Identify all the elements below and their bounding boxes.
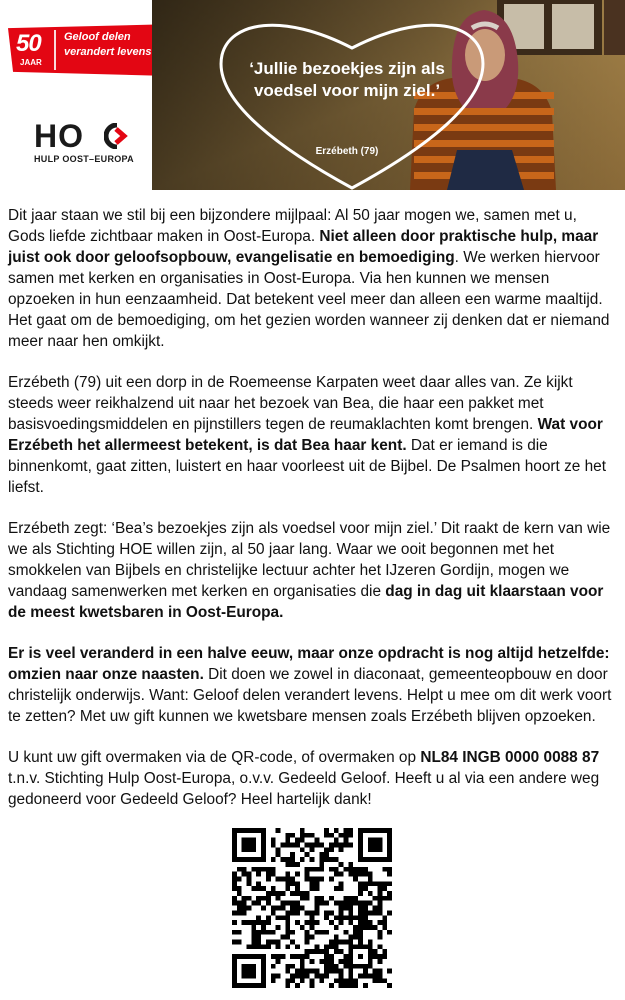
hoe-logo xyxy=(34,120,144,170)
logo-chevron-icon xyxy=(104,123,130,149)
header-banner xyxy=(0,0,625,190)
iban: NL84 INGB 0000 0088 87 xyxy=(420,749,600,766)
anniversary-unit: JAAR xyxy=(20,58,42,67)
anniversary-badge xyxy=(8,24,176,76)
qr-code-icon[interactable] xyxy=(232,828,392,988)
letter-body xyxy=(8,205,614,830)
paragraph-5-donation: U kunt uw gift overmaken via de QR-code, of overmaken op NL84 INGB 0000 0088 87 t.n.v. Stichting Hulp Oost-Europa, o.v.v. Gedeeld Geloof. Heeft u al via een andere weg gedoneerd voor Gedeeld Geloof? Heel hartelijk dank! xyxy=(8,749,600,808)
logo-wordmark: HO xyxy=(34,118,84,154)
anniversary-number: 50 xyxy=(16,30,41,57)
header-photo xyxy=(152,0,625,190)
anniversary-slogan: Geloof delen verandert levens xyxy=(64,31,152,58)
paragraph-1: Dit jaar staan we stil bij een bijzondere mijlpaal: Al 50 jaar mogen we, samen met u, Gods liefde zichtbaar maken in Oost-Europa. Niet alleen door praktische hulp, maar juist ook door geloofsopbouw, evangelisatie en bemoediging. We werken hiervoor samen met kerken en organisaties in Oost-Europa. Via hen kunnen we mensen opzoeken in hun eenzaamheid. Dat betekent veel meer dan alleen een warme maaltijd. Het gaat om de bemoediging, om het gezien worden wanneer zij denken dat er niemand meer naar hen omkijkt. xyxy=(8,207,610,350)
paragraph-4: Er is veel veranderd in een halve eeuw, maar onze opdracht is nog altijd hetzelfde: omzien naar onze naasten. Dit doen we zowel in diaconaat, gemeenteopbouw en door christelijk onderwijs. Want: Geloof delen verandert levens. Helpt u mee om dit werk voort te zetten? Met uw gift kunnen we kwetsbare mensen zoals Erzébeth blijven opzoeken. xyxy=(8,645,612,725)
quote-text: ‘Jullie bezoekjes zijn als voedsel voor mijn ziel.’ xyxy=(249,59,445,100)
anniversary-divider xyxy=(54,30,56,70)
logo-subtitle: HULP OOST–EUROPA xyxy=(34,154,134,164)
paragraph-3: Erzébeth zegt: ‘Bea’s bezoekjes zijn als voedsel voor mijn ziel.’ Dit raakt de kern van wie we als Stichting HOE willen zijn, al 50 jaar lang. Waar we ooit begonnen met het smokkelen van Bijbels en christelijke lectuur achter het IJzeren Gordijn, mogen we vandaag samenwerken met kerken en organisaties die dag in dag uit klaarstaan voor de meest kwetsbaren in Oost-Europa. xyxy=(8,520,611,621)
paragraph-2: Erzébeth (79) uit een dorp in de Roemeense Karpaten weet daar alles van. Ze kijkt steeds weer reikhalzend uit naar het bezoek van Bea, die haar een pakket met basisvoedingsmiddelen en pijnstillers tegen de reumaklachten komt brengen. Wat voor Erzébeth het allermeest betekent, is dat Bea haar kent. Dat er iemand is die binnenkomt, gaat zitten, luistert en haar voorleest uit de Bijbel. De Psalmen hoort ze het liefst. xyxy=(8,374,607,496)
quote-author: Erzébeth (79) xyxy=(315,146,379,157)
